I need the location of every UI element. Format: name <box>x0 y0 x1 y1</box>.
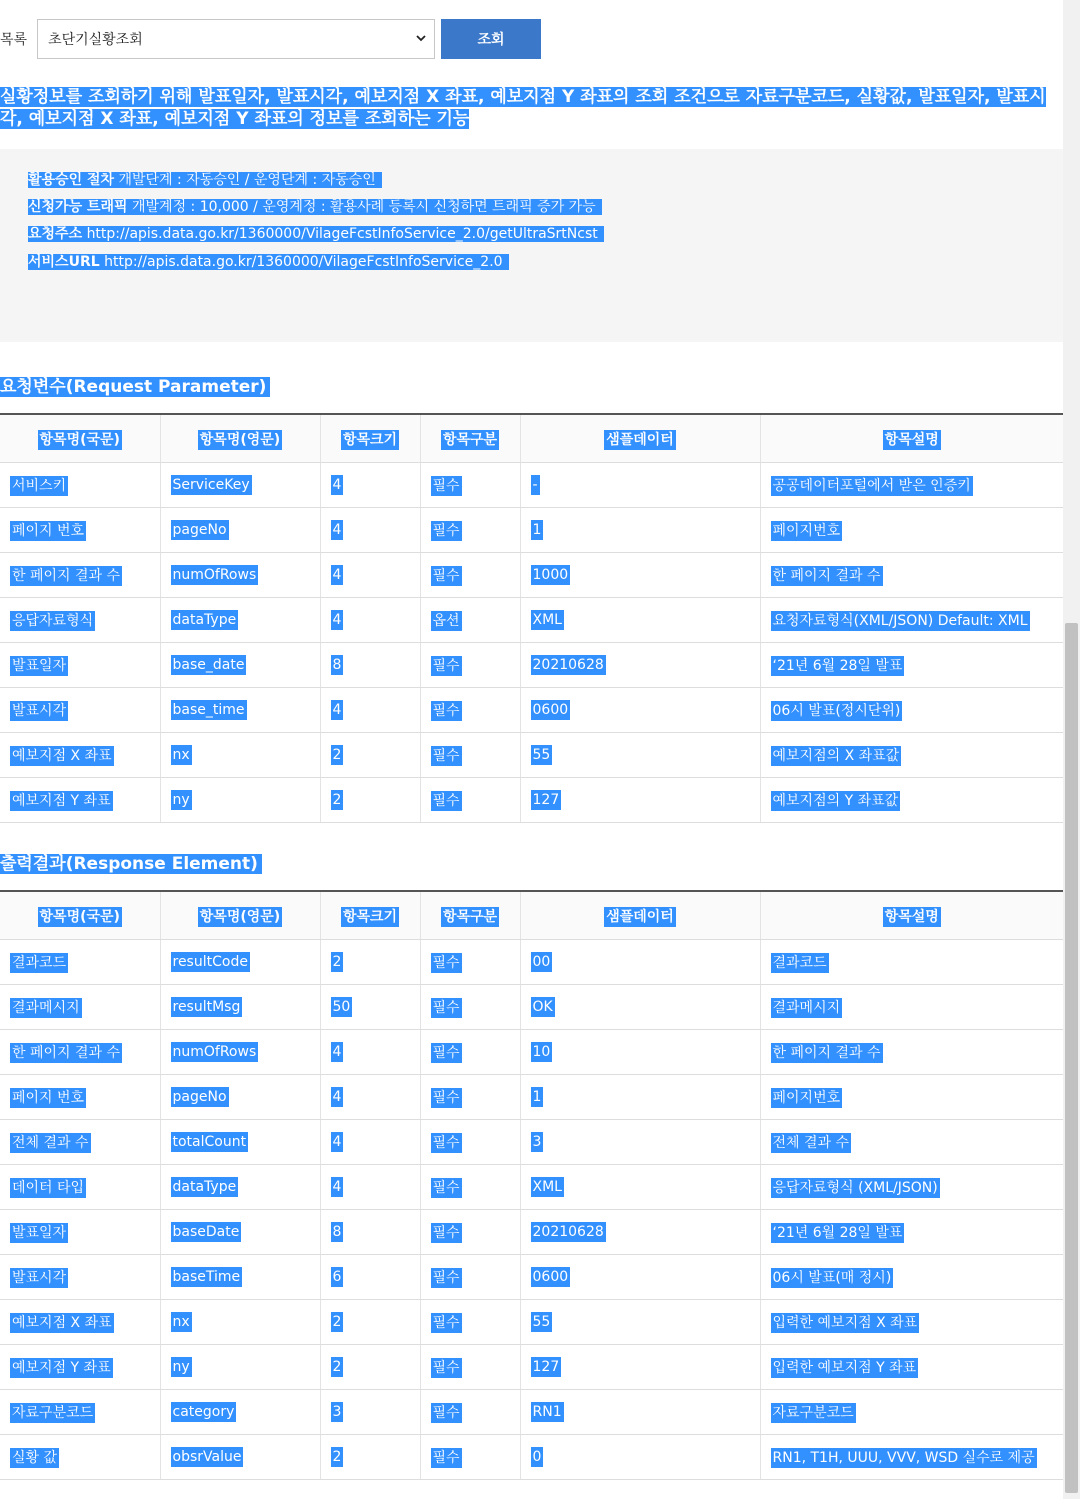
table-cell: 서비스키 <box>0 463 160 508</box>
table-cell: numOfRows <box>160 1030 320 1075</box>
table-cell: 2 <box>320 1345 420 1390</box>
table-cell: 55 <box>520 733 760 778</box>
table-cell: 4 <box>320 1165 420 1210</box>
column-header: 항목구분 <box>420 891 520 940</box>
table-cell: 4 <box>320 688 420 733</box>
table-cell: 필수 <box>420 1210 520 1255</box>
table-cell: resultCode <box>160 940 320 985</box>
table-header-row <box>0 891 1063 940</box>
table-header-row <box>0 414 1063 463</box>
column-header: 항목크기 <box>320 414 420 463</box>
table-cell: dataType <box>160 1165 320 1210</box>
table-cell: 예보지점 X 좌표 <box>0 733 160 778</box>
table-cell: nx <box>160 733 320 778</box>
table-cell: 필수 <box>420 553 520 598</box>
info-row-request-url: 요청주소 http://apis.data.go.kr/1360000/VilageFcstInfoService_2.0/getUltraSrtNcst <box>28 223 604 245</box>
table-row <box>0 1255 1063 1300</box>
table-cell: ServiceKey <box>160 463 320 508</box>
table-row <box>0 1300 1063 1345</box>
column-header: 항목명(국문) <box>0 891 160 940</box>
table-cell: 필수 <box>420 778 520 823</box>
table-cell: 4 <box>320 1030 420 1075</box>
table-cell: XML <box>520 1165 760 1210</box>
table-cell: 필수 <box>420 1390 520 1435</box>
table-cell: - <box>520 463 760 508</box>
column-header: 항목크기 <box>320 891 420 940</box>
table-cell: pageNo <box>160 508 320 553</box>
table-cell: 127 <box>520 1345 760 1390</box>
table-cell: resultMsg <box>160 985 320 1030</box>
search-button[interactable]: 조회 <box>441 19 541 59</box>
table-cell: 필수 <box>420 985 520 1030</box>
operation-select-value: 초단기실황조회 <box>48 32 143 48</box>
table-cell: 필수 <box>420 508 520 553</box>
table-cell: 4 <box>320 1120 420 1165</box>
table-cell: 발표시각 <box>0 688 160 733</box>
info-row-traffic: 신청가능 트래픽 개발계정 : 10,000 / 운영계정 : 활용사례 등록시 신청하면 트래픽 증가 가능 <box>28 196 602 218</box>
table-cell: 필수 <box>420 463 520 508</box>
table-cell: base_time <box>160 688 320 733</box>
table-cell: 0600 <box>520 1255 760 1300</box>
table-cell: 옵션 <box>420 598 520 643</box>
column-header: 항목설명 <box>760 414 1063 463</box>
table-cell: 예보지점 X 좌표 <box>0 1300 160 1345</box>
table-cell: 필수 <box>420 688 520 733</box>
table-cell: XML <box>520 598 760 643</box>
table-cell: 2 <box>320 733 420 778</box>
table-row <box>0 1435 1063 1480</box>
column-header: 샘플데이터 <box>520 891 760 940</box>
column-header: 항목구분 <box>420 414 520 463</box>
info-row-service-url: 서비스URL http://apis.data.go.kr/1360000/VilageFcstInfoService_2.0 <box>28 251 509 273</box>
table-cell: 결과메시지 <box>760 985 1063 1030</box>
table-row <box>0 985 1063 1030</box>
table-row <box>0 553 1063 598</box>
table-cell: 1 <box>520 1075 760 1120</box>
table-cell: 20210628 <box>520 643 760 688</box>
table-cell: 결과코드 <box>760 940 1063 985</box>
table-cell: 2 <box>320 1300 420 1345</box>
table-cell: 2 <box>320 1435 420 1480</box>
table-cell: 필수 <box>420 643 520 688</box>
vertical-scrollbar[interactable] <box>1063 0 1080 1499</box>
table-cell: ‘21년 6월 28일 발표 <box>760 1210 1063 1255</box>
table-cell: base_date <box>160 643 320 688</box>
table-cell: 필수 <box>420 940 520 985</box>
table-cell: 결과코드 <box>0 940 160 985</box>
table-cell: 필수 <box>420 1120 520 1165</box>
table-row <box>0 463 1063 508</box>
table-cell: 예보지점의 X 좌표값 <box>760 733 1063 778</box>
table-row <box>0 778 1063 823</box>
column-header: 항목명(영문) <box>160 414 320 463</box>
table-cell: 실황 값 <box>0 1435 160 1480</box>
table-cell: 필수 <box>420 1030 520 1075</box>
table-cell: 입력한 예보지점 Y 좌표 <box>760 1345 1063 1390</box>
table-row <box>0 1165 1063 1210</box>
response-element-table <box>0 890 1063 1480</box>
table-cell: 00 <box>520 940 760 985</box>
table-cell: 1000 <box>520 553 760 598</box>
table-cell: 한 페이지 결과 수 <box>0 553 160 598</box>
list-label: 목록 <box>0 32 28 48</box>
table-cell: 발표일자 <box>0 1210 160 1255</box>
table-cell: baseDate <box>160 1210 320 1255</box>
table-cell: RN1, T1H, UUU, VVV, WSD 실수로 제공 <box>760 1435 1063 1480</box>
table-cell: 필수 <box>420 1255 520 1300</box>
table-cell: 입력한 예보지점 X 좌표 <box>760 1300 1063 1345</box>
table-cell: 자료구분코드 <box>0 1390 160 1435</box>
table-cell: 발표일자 <box>0 643 160 688</box>
table-cell: 한 페이지 결과 수 <box>0 1030 160 1075</box>
table-cell: 0600 <box>520 688 760 733</box>
info-box <box>0 149 1063 342</box>
table-cell: 4 <box>320 463 420 508</box>
table-cell: OK <box>520 985 760 1030</box>
table-row <box>0 508 1063 553</box>
table-cell: 결과메시지 <box>0 985 160 1030</box>
table-cell: 전체 결과 수 <box>0 1120 160 1165</box>
table-cell: 10 <box>520 1030 760 1075</box>
table-cell: 6 <box>320 1255 420 1300</box>
table-cell: 55 <box>520 1300 760 1345</box>
table-cell: 요청자료형식(XML/JSON) Default: XML <box>760 598 1063 643</box>
table-cell: 2 <box>320 940 420 985</box>
table-cell: 필수 <box>420 1345 520 1390</box>
table-row <box>0 1075 1063 1120</box>
response-section-title: 출력결과(Response Element) <box>0 849 262 874</box>
table-cell: 페이지 번호 <box>0 1075 160 1120</box>
table-cell: 4 <box>320 598 420 643</box>
table-cell: 페이지 번호 <box>0 508 160 553</box>
info-row-approval: 활용승인 절차 개발단계 : 자동승인 / 운영단계 : 자동승인 <box>28 169 382 191</box>
table-row <box>0 1030 1063 1075</box>
table-cell: 필수 <box>420 1300 520 1345</box>
table-row <box>0 1210 1063 1255</box>
request-parameter-table <box>0 413 1063 823</box>
table-cell: 발표시각 <box>0 1255 160 1300</box>
operation-selector-bar <box>0 18 541 60</box>
table-cell: 1 <box>520 508 760 553</box>
table-cell: 전체 결과 수 <box>760 1120 1063 1165</box>
table-cell: 3 <box>320 1390 420 1435</box>
column-header: 항목명(영문) <box>160 891 320 940</box>
operation-description: 실황정보를 조회하기 위해 발표일자, 발표시각, 예보지점 X 좌표, 예보지점 Y 좌표의 조회 조건으로 자료구분코드, 실황값, 발표일자, 발표시각, 예보지점 X 좌표, 예보지점 Y 좌표의 정보를 조회하는 기능 <box>0 87 1046 129</box>
chevron-down-icon <box>414 31 428 45</box>
scrollbar-thumb[interactable] <box>1065 623 1078 1493</box>
request-section-title: 요청변수(Request Parameter) <box>0 372 270 397</box>
table-cell: 응답자료형식 <box>0 598 160 643</box>
table-cell: 8 <box>320 1210 420 1255</box>
table-cell: 예보지점의 Y 좌표값 <box>760 778 1063 823</box>
table-cell: 자료구분코드 <box>760 1390 1063 1435</box>
table-row <box>0 643 1063 688</box>
table-cell: ny <box>160 1345 320 1390</box>
table-cell: 4 <box>320 1075 420 1120</box>
table-cell: 필수 <box>420 1165 520 1210</box>
table-cell: 127 <box>520 778 760 823</box>
table-cell: 06시 발표(매 정시) <box>760 1255 1063 1300</box>
table-cell: 4 <box>320 508 420 553</box>
table-cell: totalCount <box>160 1120 320 1165</box>
column-header: 항목명(국문) <box>0 414 160 463</box>
table-cell: 50 <box>320 985 420 1030</box>
table-cell: category <box>160 1390 320 1435</box>
table-row <box>0 598 1063 643</box>
table-cell: ny <box>160 778 320 823</box>
table-cell: dataType <box>160 598 320 643</box>
table-cell: ‘21년 6월 28일 발표 <box>760 643 1063 688</box>
table-cell: 4 <box>320 553 420 598</box>
column-header: 항목설명 <box>760 891 1063 940</box>
table-cell: nx <box>160 1300 320 1345</box>
table-cell: 데이터 타입 <box>0 1165 160 1210</box>
table-cell: 8 <box>320 643 420 688</box>
table-row <box>0 940 1063 985</box>
table-cell: 한 페이지 결과 수 <box>760 553 1063 598</box>
table-cell: obsrValue <box>160 1435 320 1480</box>
table-cell: 2 <box>320 778 420 823</box>
table-cell: 20210628 <box>520 1210 760 1255</box>
table-cell: 예보지점 Y 좌표 <box>0 1345 160 1390</box>
table-row <box>0 1345 1063 1390</box>
table-cell: 3 <box>520 1120 760 1165</box>
table-cell: baseTime <box>160 1255 320 1300</box>
table-cell: 예보지점 Y 좌표 <box>0 778 160 823</box>
table-cell: pageNo <box>160 1075 320 1120</box>
table-cell: 공공데이터포털에서 받은 인증키 <box>760 463 1063 508</box>
table-cell: RN1 <box>520 1390 760 1435</box>
column-header: 샘플데이터 <box>520 414 760 463</box>
table-cell: 페이지번호 <box>760 1075 1063 1120</box>
table-cell: 페이지번호 <box>760 508 1063 553</box>
table-cell: 필수 <box>420 1435 520 1480</box>
table-cell: 필수 <box>420 733 520 778</box>
table-row <box>0 1120 1063 1165</box>
table-cell: 0 <box>520 1435 760 1480</box>
table-row <box>0 688 1063 733</box>
table-row <box>0 733 1063 778</box>
table-cell: 필수 <box>420 1075 520 1120</box>
table-cell: 06시 발표(정시단위) <box>760 688 1063 733</box>
table-cell: numOfRows <box>160 553 320 598</box>
table-row <box>0 1390 1063 1435</box>
table-cell: 응답자료형식 (XML/JSON) <box>760 1165 1063 1210</box>
operation-select[interactable] <box>37 19 435 59</box>
table-cell: 한 페이지 결과 수 <box>760 1030 1063 1075</box>
